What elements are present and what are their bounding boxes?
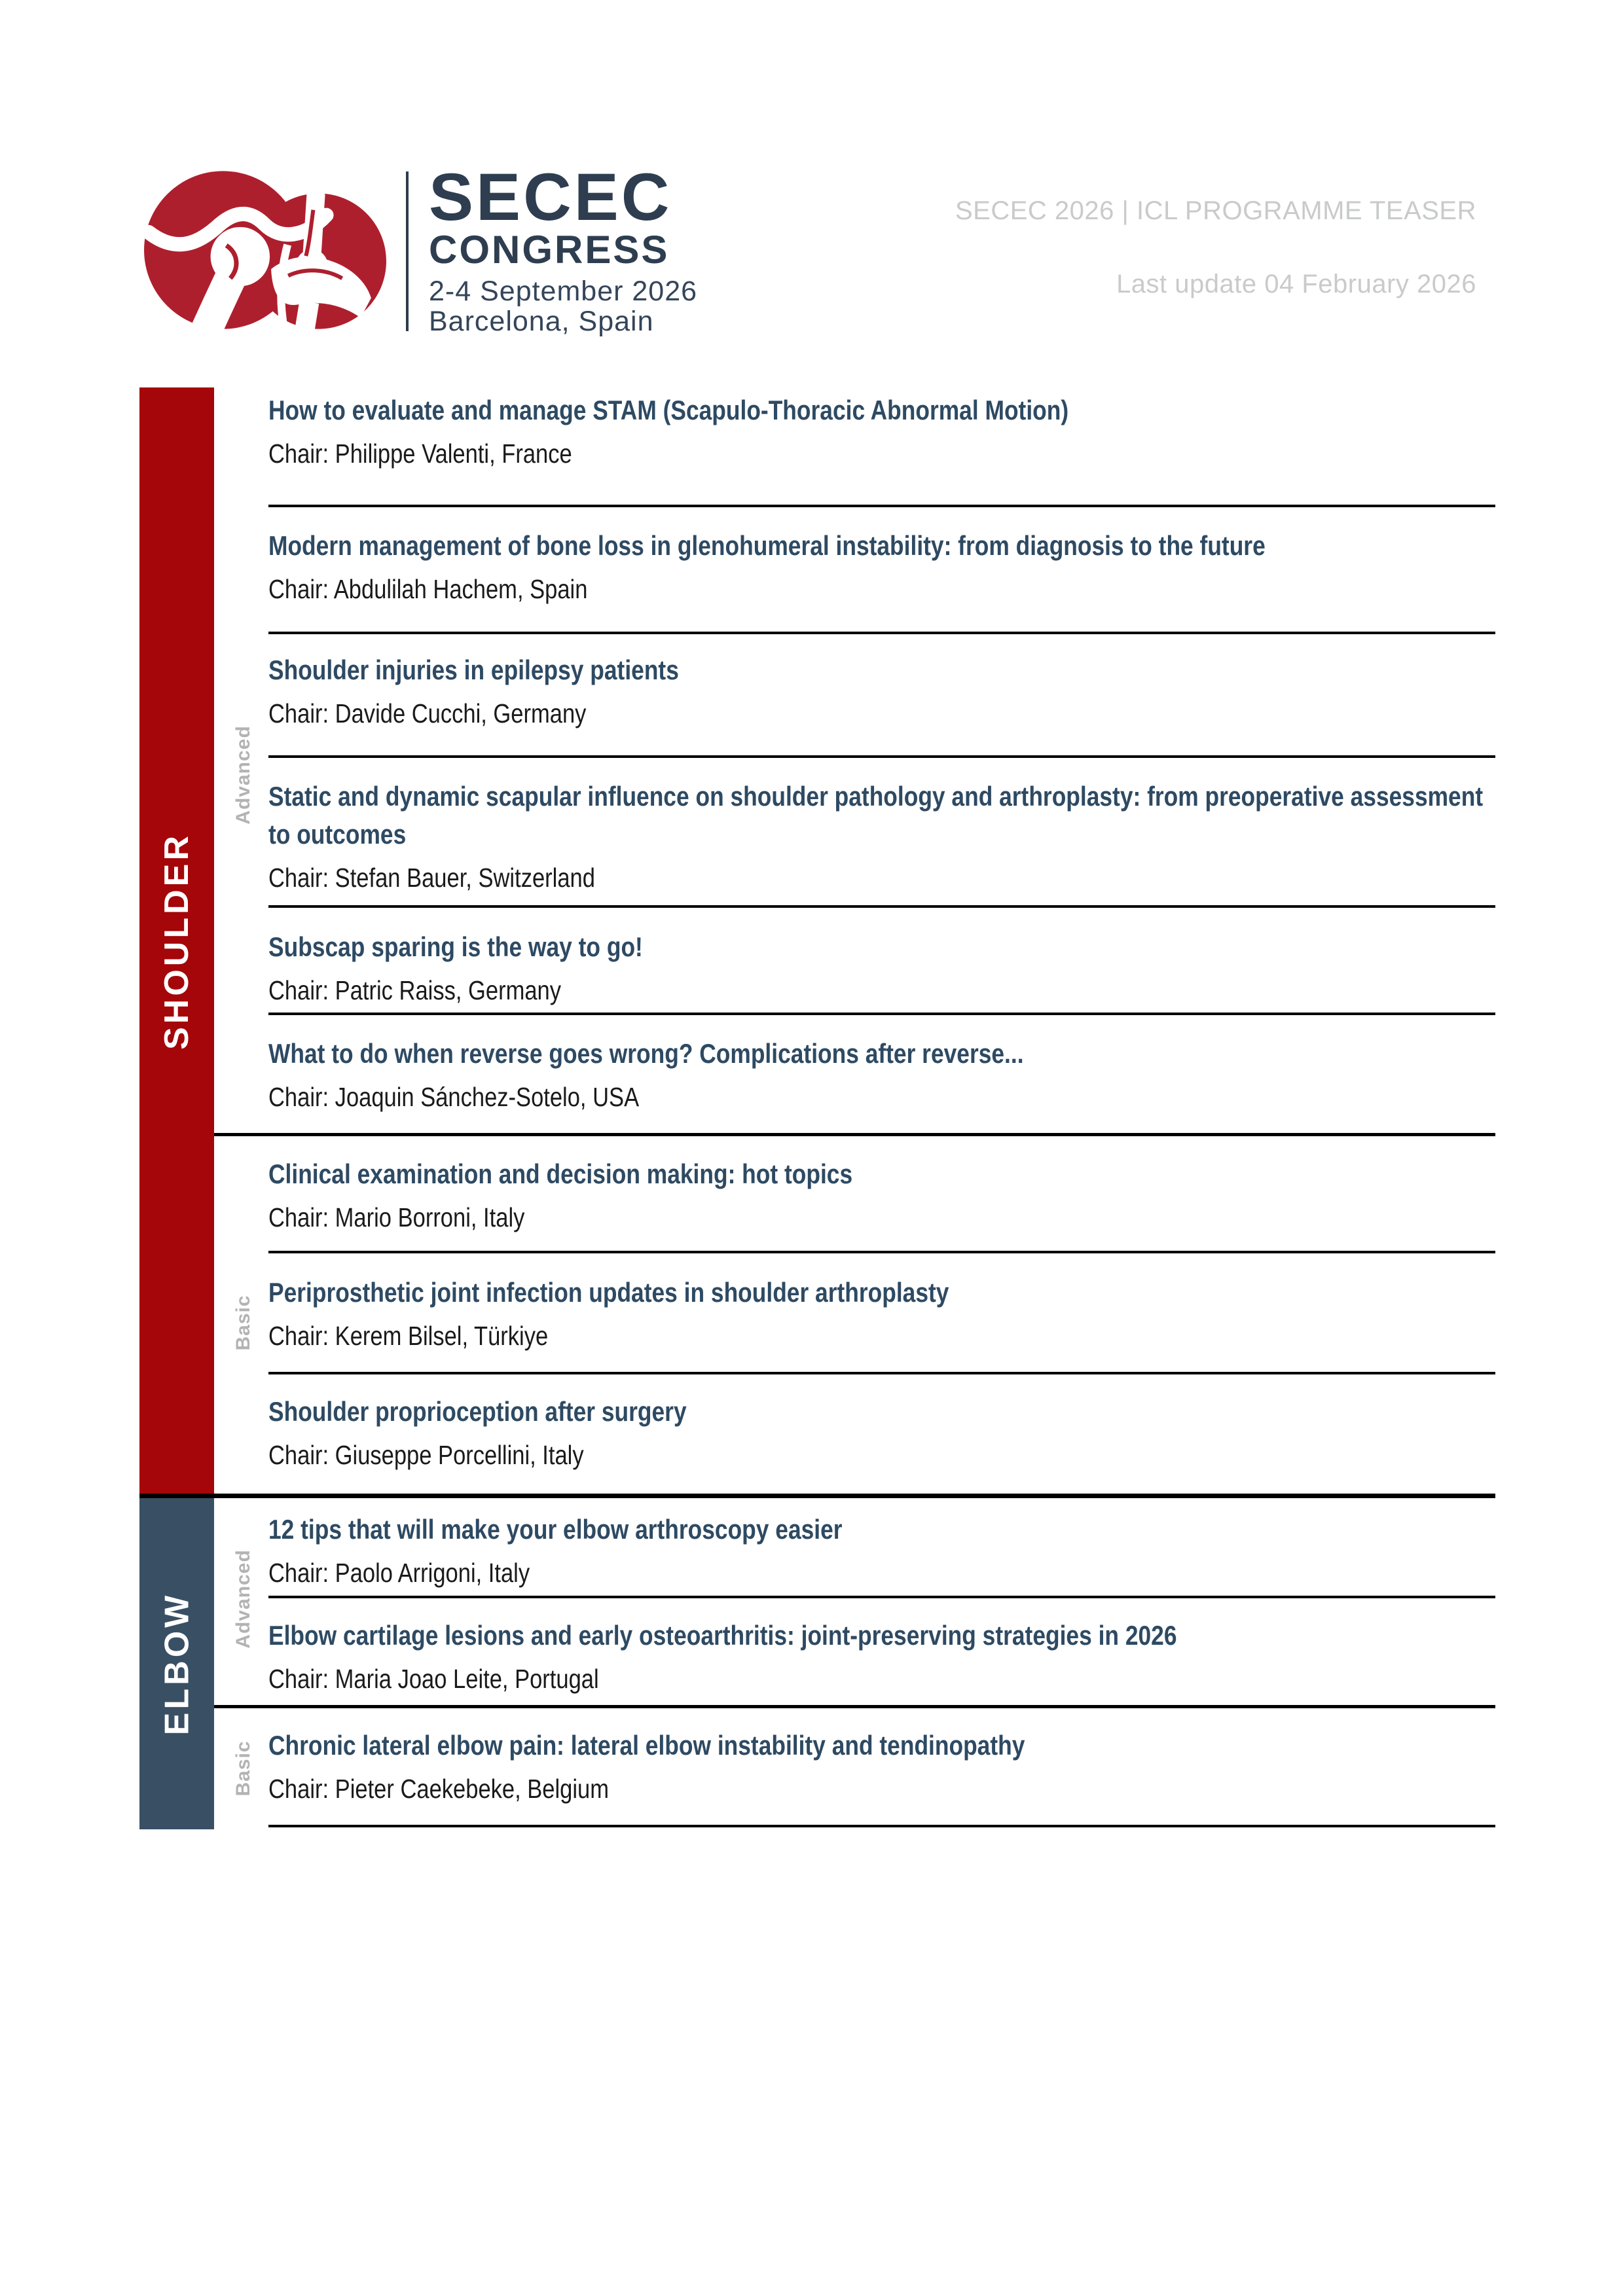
session-chair: Chair: Abdulilah Hachem, Spain <box>268 574 588 604</box>
session-title: Clinical examination and decision making: hot topics <box>268 1158 853 1189</box>
session-row <box>268 527 1498 605</box>
logo-dates: 2-4 September 2026 <box>429 276 698 307</box>
session-row <box>268 391 1498 470</box>
secec-congress-logo-emblem <box>139 169 386 331</box>
session-row <box>268 928 1498 1007</box>
session-divider <box>268 505 1495 507</box>
section-label-shoulder: SHOULDER <box>158 832 196 1050</box>
logo-location: Barcelona, Spain <box>429 306 654 337</box>
session-divider <box>268 1372 1495 1374</box>
last-update: Last update 04 February 2026 <box>1116 270 1476 298</box>
session-chair: Chair: Pieter Caekebeke, Belgium <box>268 1774 610 1804</box>
session-row <box>268 778 1498 894</box>
session-row <box>268 1035 1498 1113</box>
session-row <box>268 1393 1498 1471</box>
session-title: Chronic lateral elbow pain: lateral elbow instability and tendinopathy <box>268 1730 1025 1761</box>
session-row <box>268 1155 1498 1234</box>
session-title: 12 tips that will make your elbow arthroscopy easier <box>268 1514 843 1545</box>
session-divider <box>268 632 1495 634</box>
session-chair: Chair: Kerem Bilsel, Türkiye <box>268 1321 549 1351</box>
session-chair: Chair: Stefan Bauer, Switzerland <box>268 863 595 893</box>
session-chair: Chair: Philippe Valenti, France <box>268 439 572 469</box>
session-divider <box>268 1825 1495 1827</box>
session-chair: Chair: Paolo Arrigoni, Italy <box>268 1558 530 1588</box>
section-label-elbow: ELBOW <box>158 1592 196 1736</box>
session-chair: Chair: Patric Raiss, Germany <box>268 975 561 1005</box>
session-divider <box>268 1013 1495 1015</box>
session-title: Shoulder injuries in epilepsy patients <box>268 655 679 685</box>
session-title: What to do when reverse goes wrong? Complications after reverse... <box>268 1038 1024 1069</box>
session-row <box>268 651 1498 730</box>
session-title: Subscap sparing is the way to go! <box>268 931 643 962</box>
level-label-elbow-advanced: Advanced <box>232 1549 254 1649</box>
session-divider <box>268 1251 1495 1253</box>
session-row <box>268 1617 1498 1695</box>
session-chair: Chair: Maria Joao Leite, Portugal <box>268 1664 599 1694</box>
session-chair: Chair: Giuseppe Porcellini, Italy <box>268 1440 584 1470</box>
section-bar-shoulder <box>139 387 214 1494</box>
session-chair: Chair: Davide Cucchi, Germany <box>268 698 587 728</box>
session-divider <box>268 755 1495 758</box>
document-title: SECEC 2026 | ICL PROGRAMME TEASER <box>955 196 1476 225</box>
logo-subtitle: CONGRESS <box>429 228 670 272</box>
session-title: Periprosthetic joint infection updates in shoulder arthroplasty <box>268 1277 949 1308</box>
level-label-elbow-basic: Basic <box>232 1740 254 1797</box>
session-row <box>268 1274 1498 1352</box>
section-divider <box>139 1494 1495 1498</box>
level-label-shoulder-advanced: Advanced <box>232 725 254 825</box>
session-row <box>268 1511 1498 1589</box>
logo-title: SECEC <box>429 160 672 234</box>
level-divider-shoulder <box>214 1133 1495 1136</box>
session-title: Static and dynamic scapular influence on shoulder pathology and arthroplasty: from preoperative assessment to outcomes <box>268 781 1484 850</box>
session-title: Shoulder proprioception after surgery <box>268 1396 687 1427</box>
session-title: How to evaluate and manage STAM (Scapulo-Thoracic Abnormal Motion) <box>268 395 1069 425</box>
logo-divider-line <box>406 171 409 331</box>
section-bar-elbow <box>139 1498 214 1829</box>
session-row <box>268 1727 1498 1805</box>
session-divider <box>268 1596 1495 1598</box>
session-chair: Chair: Joaquin Sánchez-Sotelo, USA <box>268 1082 640 1112</box>
level-divider-elbow <box>214 1705 1495 1708</box>
session-divider <box>268 905 1495 908</box>
level-label-shoulder-basic: Basic <box>232 1295 254 1351</box>
session-chair: Chair: Mario Borroni, Italy <box>268 1202 525 1232</box>
session-title: Modern management of bone loss in glenohumeral instability: from diagnosis to the future <box>268 530 1266 561</box>
session-title: Elbow cartilage lesions and early osteoarthritis: joint-preserving strategies in 2026 <box>268 1620 1177 1651</box>
